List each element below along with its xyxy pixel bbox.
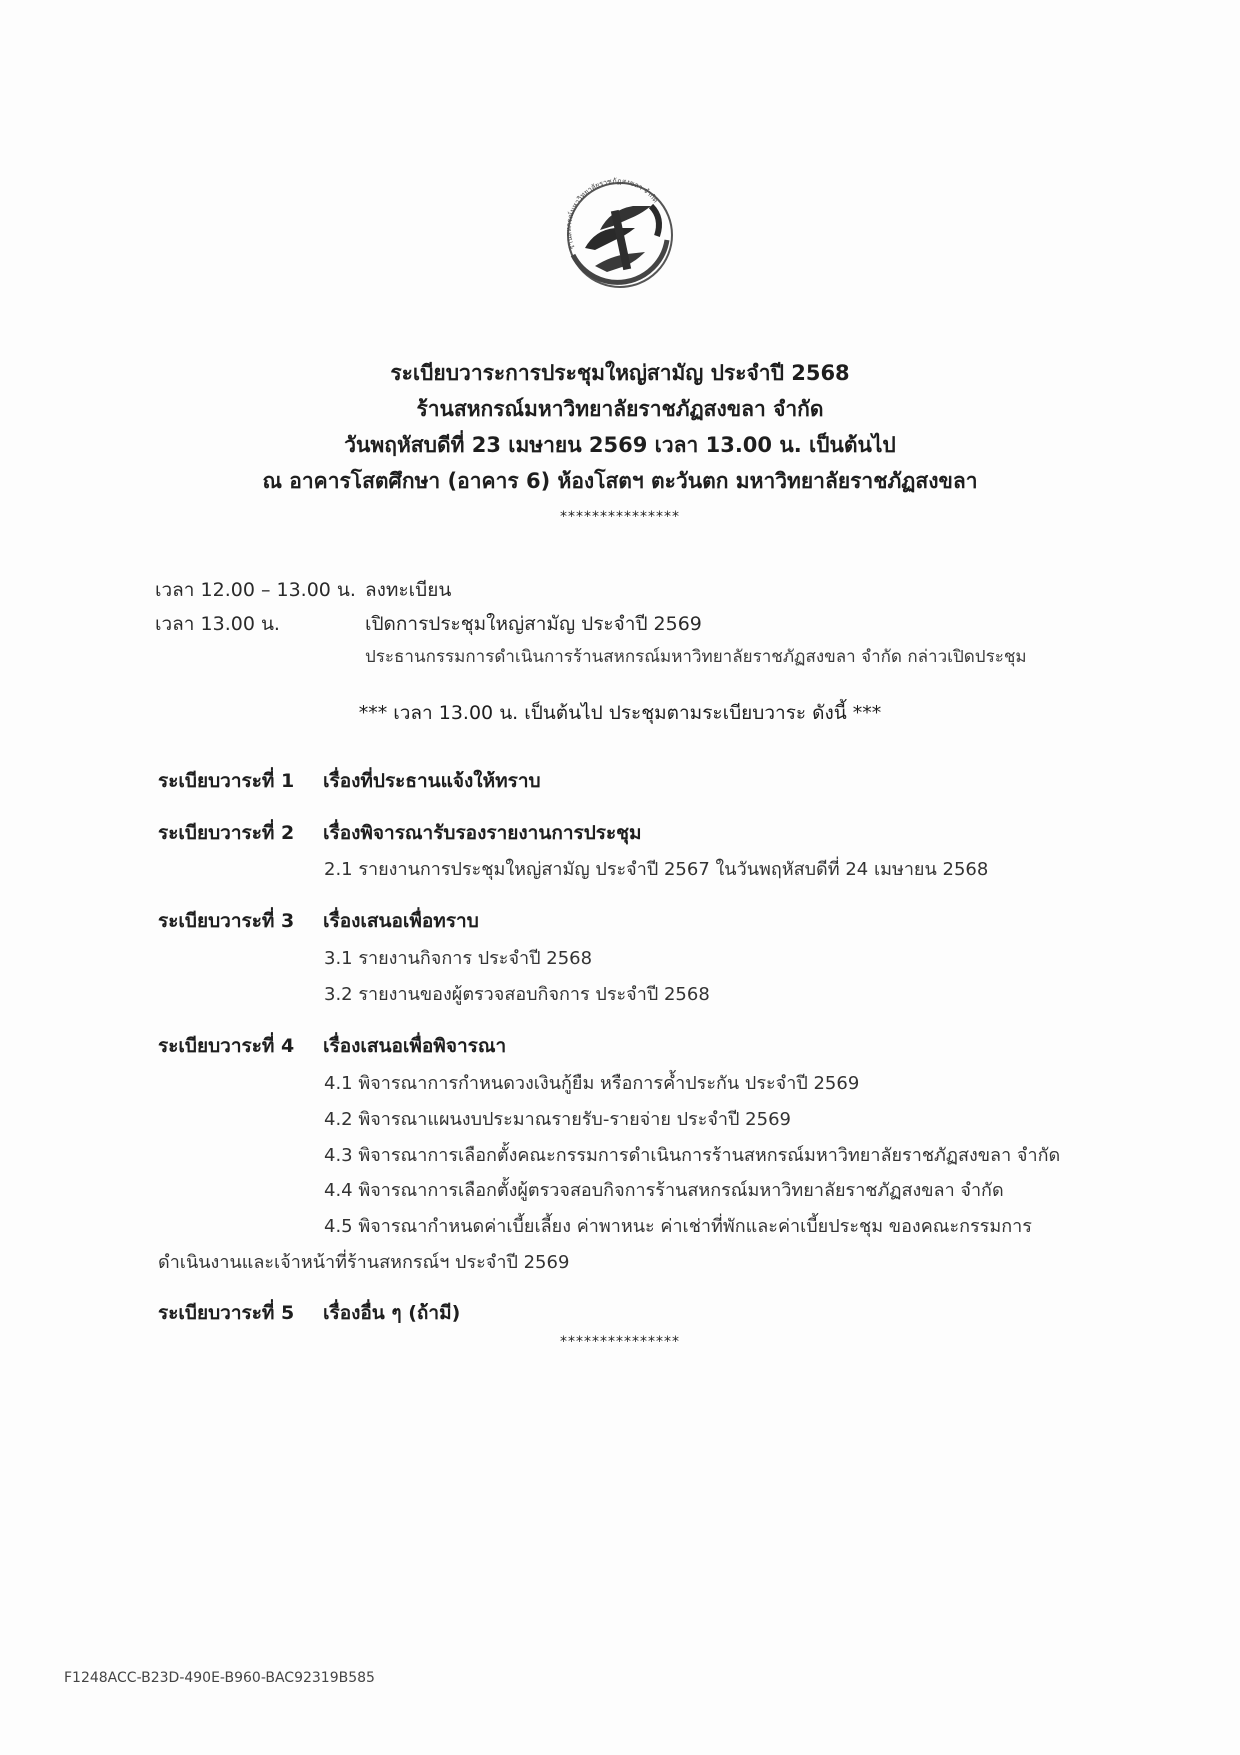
agenda-4-item-5: 4.5 พิจารณากำหนดค่าเบี้ยเลี้ยง ค่าพาหนะ ค่าเช่าที่พักและค่าเบี้ยประชุม ของคณะกรรมการ bbox=[324, 1216, 1032, 1237]
agenda-4-item-5-continued: ดำเนินงานและเจ้าหน้าที่ร้านสหกรณ์ฯ ประจำปี 2569 bbox=[158, 1252, 570, 1273]
document-id: F1248ACC-B23D-490E-B960-BAC92319B585 bbox=[64, 1670, 375, 1686]
footer-divider: *************** bbox=[560, 1334, 680, 1350]
agenda-3-item-2: 3.2 รายงานของผู้ตรวจสอบกิจการ ประจำปี 2568 bbox=[324, 984, 710, 1005]
agenda-4-label: ระเบียบวาระที่ 4 bbox=[158, 1035, 295, 1057]
header-title: ระเบียบวาระการประชุมใหญ่สามัญ ประจำปี 2568 bbox=[390, 361, 850, 385]
agenda-5-title: เรื่องอื่น ๆ (ถ้ามี) bbox=[323, 1302, 461, 1324]
header-venue: ณ อาคารโสตศึกษา (อาคาร 6) ห้องโสตฯ ตะวันตก มหาวิทยาลัยราชภัฏสงขลา bbox=[262, 469, 978, 493]
agenda-2-item-1: 2.1 รายงานการประชุมใหญ่สามัญ ประจำปี 2567 ในวันพฤหัสบดีที่ 24 เมษายน 2568 bbox=[324, 859, 989, 880]
agenda-2-label: ระเบียบวาระที่ 2 bbox=[158, 822, 295, 844]
agenda-1-label: ระเบียบวาระที่ 1 bbox=[158, 770, 295, 792]
schedule-desc-opening: เปิดการประชุมใหญ่สามัญ ประจำปี 2569 bbox=[365, 613, 702, 635]
schedule-detail-opening: ประธานกรรมการดำเนินการร้านสหกรณ์มหาวิทยาลัยราชภัฏสงขลา จำกัด กล่าวเปิดประชุม bbox=[365, 647, 1027, 667]
agenda-4-item-4: 4.4 พิจารณาการเลือกตั้งผู้ตรวจสอบกิจการร้านสหกรณ์มหาวิทยาลัยราชภัฏสงขลา จำกัด bbox=[324, 1180, 1004, 1201]
header-organization: ร้านสหกรณ์มหาวิทยาลัยราชภัฏสงขลา จำกัด bbox=[416, 397, 824, 421]
schedule-block bbox=[155, 575, 1115, 675]
schedule-desc-registration: ลงทะเบียน bbox=[365, 579, 452, 601]
agenda-header bbox=[0, 355, 1240, 535]
schedule-time-opening: เวลา 13.00 น. bbox=[155, 613, 280, 635]
agenda-4-item-2: 4.2 พิจารณาแผนงบประมาณรายรับ-รายจ่าย ประจำปี 2569 bbox=[324, 1109, 791, 1130]
header-date: วันพฤหัสบดีที่ 23 เมษายน 2569 เวลา 13.00 น. เป็นต้นไป bbox=[344, 433, 896, 457]
agenda-5-label: ระเบียบวาระที่ 5 bbox=[158, 1302, 295, 1324]
agenda-3-title: เรื่องเสนอเพื่อทราบ bbox=[323, 910, 479, 932]
cooperative-seal-icon bbox=[555, 170, 685, 300]
agenda-4-item-3: 4.3 พิจารณาการเลือกตั้งคณะกรรมการดำเนินการร้านสหกรณ์มหาวิทยาลัยราชภัฏสงขลา จำกัด bbox=[324, 1145, 1061, 1166]
header-divider: *************** bbox=[560, 509, 680, 525]
agenda-3-label: ระเบียบวาระที่ 3 bbox=[158, 910, 295, 932]
svg-text:ร้านสหกรณ์มหาวิทยาลัยราชภัฏสงข: ร้านสหกรณ์มหาวิทยาลัยราชภัฏสงขลา จำกัด bbox=[564, 177, 660, 251]
agenda-3-item-1: 3.1 รายงานกิจการ ประจำปี 2568 bbox=[324, 948, 593, 969]
agenda-1-title: เรื่องที่ประธานแจ้งให้ทราบ bbox=[323, 770, 541, 792]
agenda-4-title: เรื่องเสนอเพื่อพิจารณา bbox=[323, 1035, 507, 1057]
agenda-intro-note: *** เวลา 13.00 น. เป็นต้นไป ประชุมตามระเบียบวาระ ดังนี้ *** bbox=[358, 702, 882, 724]
agenda-4-item-1: 4.1 พิจารณาการกำหนดวงเงินกู้ยืม หรือการค้ำประกัน ประจำปี 2569 bbox=[324, 1073, 860, 1094]
agenda-2-title: เรื่องพิจารณารับรองรายงานการประชุม bbox=[323, 822, 642, 844]
schedule-time-registration: เวลา 12.00 – 13.00 น. bbox=[155, 579, 356, 601]
